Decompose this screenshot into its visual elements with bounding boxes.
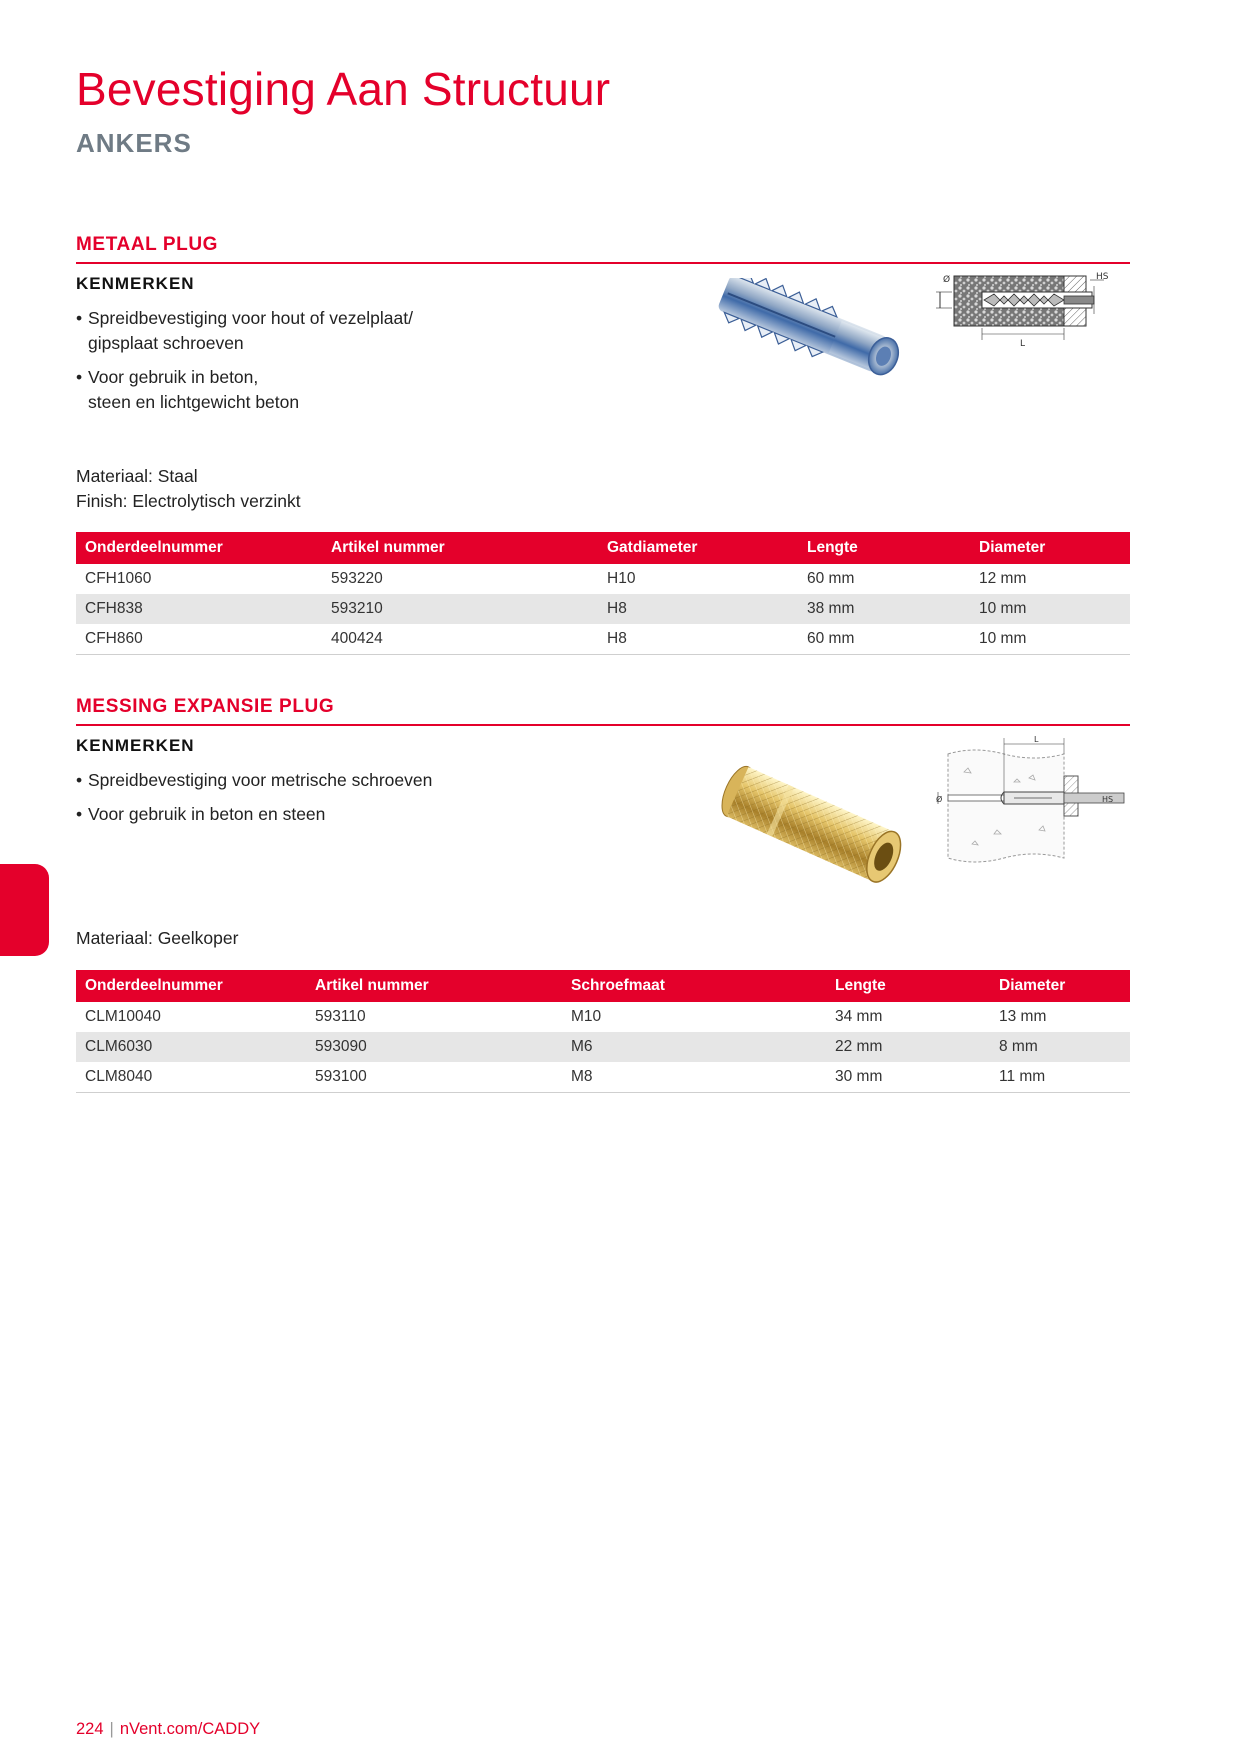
column-header: Diameter: [990, 970, 1130, 1002]
table-cell: 593210: [322, 594, 598, 624]
metal-plug-photo: [696, 278, 956, 388]
feature-item: [76, 802, 536, 827]
features-title: KENMERKEN: [76, 274, 195, 293]
page-footer: [76, 1720, 260, 1739]
column-header: Artikel nummer: [322, 532, 598, 564]
chapter-tab: [0, 864, 49, 956]
table-cell: 13 mm: [999, 1008, 1047, 1025]
table-cell: 60 mm: [807, 570, 855, 587]
table-cell: 593090: [306, 1032, 562, 1062]
features-list: [76, 768, 536, 827]
table-cell: 593110: [315, 1008, 366, 1025]
table-row: [76, 1002, 1130, 1032]
column-header: Onderdeelnummer: [76, 970, 306, 1002]
bullet-icon: •: [76, 770, 83, 790]
table-cell: 593100: [306, 1062, 562, 1093]
table-cell: M10: [571, 1008, 602, 1025]
features-title: KENMERKEN: [76, 736, 195, 755]
table-cell: H8: [598, 594, 798, 624]
table-cell: 34 mm: [835, 1008, 883, 1025]
features-list: [76, 306, 496, 415]
table-row: [76, 1032, 1130, 1062]
hs-label: HS: [1102, 795, 1114, 804]
table-cell: 38 mm: [798, 594, 970, 624]
feature-item: [76, 768, 536, 793]
bullet-icon: •: [76, 308, 83, 328]
material-line: Materiaal: Geelkoper: [76, 928, 239, 948]
brass-plug-drawing: [934, 732, 1130, 864]
table-row: [76, 594, 1130, 624]
column-header: Diameter: [970, 532, 1130, 564]
page-number: 224: [76, 1720, 104, 1738]
column-header: Onderdeelnummer: [76, 532, 322, 564]
table-header-row: [76, 532, 1130, 564]
page-subtitle: ANKERS: [76, 128, 192, 158]
feature-item: [76, 365, 496, 415]
bullet-icon: •: [76, 367, 83, 387]
table-cell: 8 mm: [990, 1032, 1130, 1062]
table-cell: CFH838: [76, 594, 322, 624]
page-title: Bevestiging Aan Structuur: [76, 63, 611, 115]
table-header-row: [76, 970, 1130, 1002]
table-row: [76, 564, 1130, 594]
column-header: Gatdiameter: [598, 532, 798, 564]
table-cell: 11 mm: [990, 1062, 1130, 1093]
table-cell: CLM10040: [85, 1008, 161, 1025]
section-brass-expansion-plug: [76, 696, 1130, 1096]
diameter-label: Ø: [943, 275, 951, 285]
table-cell: 593220: [331, 570, 383, 587]
table-cell: CFH1060: [85, 570, 152, 587]
section-title: METAAL PLUG: [76, 234, 1130, 264]
table-cell: CLM6030: [76, 1032, 306, 1062]
feature-text: Spreidbevestiging voor hout of vezelplaat/ gipsplaat schroeven: [88, 308, 413, 353]
finish-line: Finish: Electrolytisch verzinkt: [76, 491, 301, 511]
table-cell: 22 mm: [826, 1032, 990, 1062]
material-info: [76, 926, 238, 951]
footer-separator: |: [109, 1720, 114, 1738]
footer-link[interactable]: nVent.com/CADDY: [119, 1720, 261, 1738]
section-title: MESSING EXPANSIE PLUG: [76, 696, 1130, 726]
table-cell: H10: [607, 570, 636, 587]
length-label: L: [1020, 339, 1026, 349]
brass-plug-photo: [692, 762, 942, 892]
table-cell: 30 mm: [826, 1062, 990, 1093]
feature-item: [76, 306, 496, 356]
feature-text: Spreidbevestiging voor metrische schroeven: [88, 770, 433, 790]
metal-plug-drawing: [934, 270, 1130, 350]
material-info: [76, 464, 301, 514]
column-header: Lengte: [826, 970, 990, 1002]
table-cell: CFH860: [76, 624, 322, 655]
feature-text: Voor gebruik in beton, steen en lichtgewicht beton: [88, 367, 300, 412]
table-row: [76, 1062, 1130, 1093]
table-cell: 10 mm: [970, 624, 1130, 655]
bullet-icon: •: [76, 804, 83, 824]
spec-table-metal-plug: [76, 532, 1130, 655]
section-metal-plug: [76, 234, 1130, 654]
table-cell: M6: [562, 1032, 826, 1062]
length-label: L: [1034, 735, 1039, 744]
table-cell: 12 mm: [979, 570, 1027, 587]
table-cell: M8: [562, 1062, 826, 1093]
material-line: Materiaal: Staal: [76, 466, 198, 486]
table-cell: 400424: [322, 624, 598, 655]
hs-label: HS: [1096, 272, 1109, 282]
table-cell: H8: [598, 624, 798, 655]
table-cell: 60 mm: [798, 624, 970, 655]
table-cell: 10 mm: [970, 594, 1130, 624]
column-header: Lengte: [798, 532, 970, 564]
diameter-label: Ø: [936, 795, 943, 804]
spec-table-brass-plug: [76, 970, 1130, 1093]
feature-text: Voor gebruik in beton en steen: [88, 804, 326, 824]
table-row: [76, 624, 1130, 655]
column-header: Schroefmaat: [562, 970, 826, 1002]
column-header: Artikel nummer: [306, 970, 562, 1002]
table-cell: CLM8040: [76, 1062, 306, 1093]
